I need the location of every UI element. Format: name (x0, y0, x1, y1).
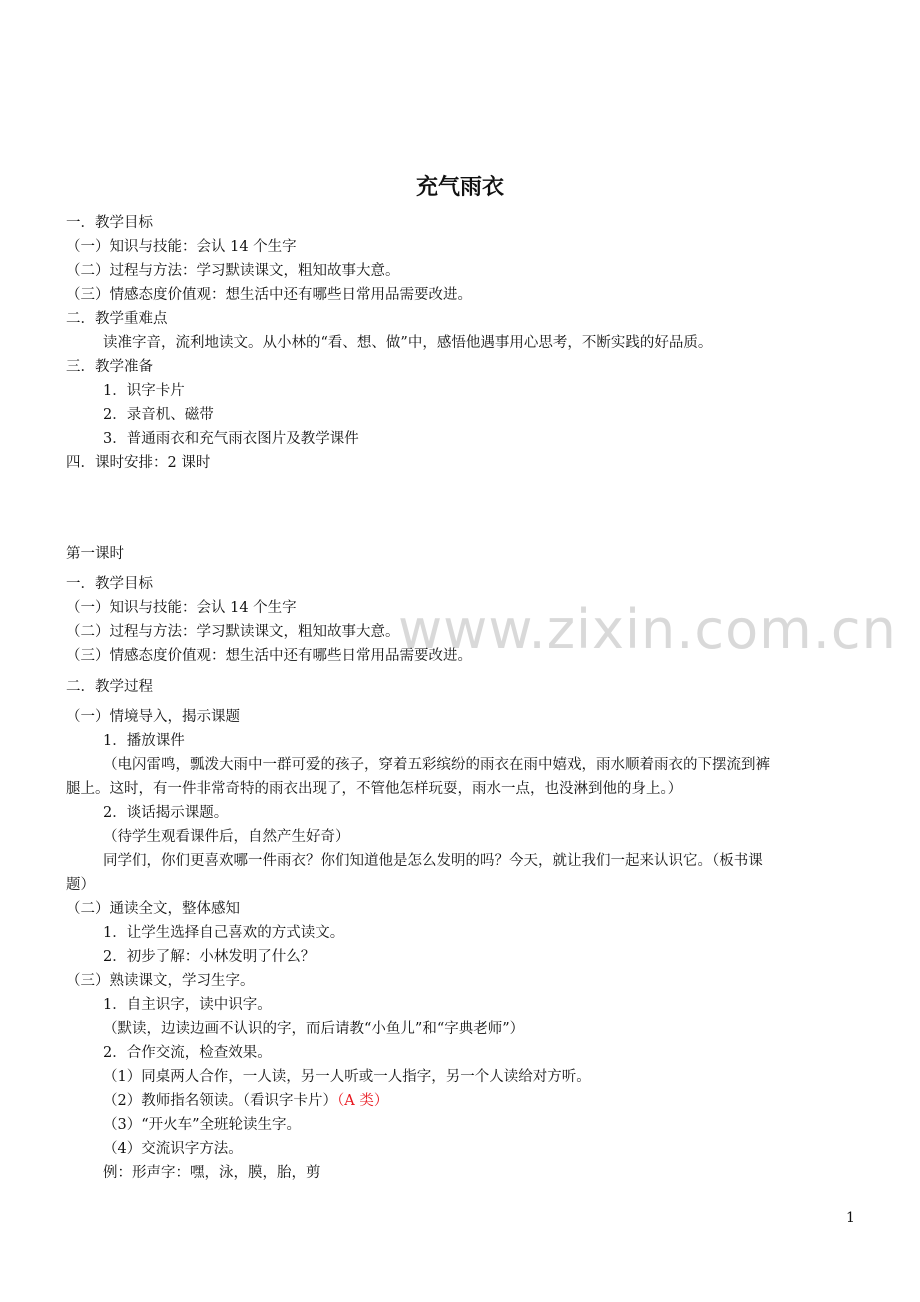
list-item: 2．谈话揭示课题。 (103, 805, 229, 821)
text-line: （三）情感态度价值观：想生活中还有哪些日常用品需要改进。 (66, 287, 472, 303)
list-item: 1．播放课件 (103, 733, 185, 749)
list-item: （3）“开火车”全班轮读生字。 (103, 1117, 302, 1133)
category-tag: （A 类） (336, 1093, 389, 1109)
list-item (103, 1091, 388, 1111)
list-item: 1．让学生选择自己喜欢的方式读文。 (103, 925, 345, 941)
section-heading: 一．教学目标 (66, 215, 153, 231)
section-heading: 二．教学重难点 (66, 311, 168, 327)
list-item: （4）交流识字方法。 (103, 1141, 243, 1157)
text-line: （一）知识与技能：会认 14 个生字 (66, 239, 297, 255)
section-heading: 四．课时安排：2 课时 (66, 455, 211, 471)
watermark: www.zixin.com.cn (398, 598, 897, 661)
lesson-heading: 第一课时 (66, 546, 124, 562)
text-line: （电闪雷鸣，瓢泼大雨中一群可爱的孩子，穿着五彩缤纷的雨衣在雨中嬉戏，雨水顺着雨衣的下摆流到裤 (103, 757, 770, 773)
text-line: （待学生观看课件后，自然产生好奇） (103, 829, 350, 845)
list-item: 1．自主识字，读中识字。 (103, 997, 272, 1013)
list-item: （1）同桌两人合作，一人读，另一人听或一人指字，另一个人读给对方听。 (103, 1069, 591, 1085)
text-line: （二）通读全文，整体感知 (66, 901, 240, 917)
list-item: 1．识字卡片 (103, 383, 185, 399)
section-heading: 一．教学目标 (66, 576, 153, 592)
section-heading: 三．教学准备 (66, 359, 153, 375)
list-item: 3．普通雨衣和充气雨衣图片及教学课件 (103, 431, 359, 447)
section-heading: 二．教学过程 (66, 679, 153, 695)
text-segment: （2）教师指名领读。（看识字卡片） (103, 1093, 337, 1109)
text-line: （默读，边读边画不认识的字，而后请教“小鱼儿”和“字典老师”） (103, 1021, 525, 1037)
text-line: （一）知识与技能：会认 14 个生字 (66, 600, 297, 616)
text-line: 同学们，你们更喜欢哪一件雨衣？你们知道他是怎么发明的吗？今天，就让我们一起来认识它。（板书课 (103, 853, 763, 869)
list-item: 2．录音机、磁带 (103, 407, 214, 423)
text-line: 题） (66, 877, 95, 893)
text-line: 读准字音，流利地读文。从小林的“看、想、做”中，感悟他遇事用心思考，不断实践的好品质。 (103, 335, 713, 351)
text-line: （一）情境导入，揭示课题 (66, 709, 240, 725)
list-item: 2．合作交流，检查效果。 (103, 1045, 272, 1061)
document-title: 充气雨衣 (415, 175, 504, 200)
text-line: （二）过程与方法：学习默读课文，粗知故事大意。 (66, 263, 400, 279)
text-line: （三）情感态度价值观：想生活中还有哪些日常用品需要改进。 (66, 648, 472, 664)
list-item: 2．初步了解：小林发明了什么？ (103, 949, 316, 965)
page-number: 1 (846, 1210, 855, 1226)
text-line: （二）过程与方法：学习默读课文，粗知故事大意。 (66, 624, 400, 640)
text-line: 腿上。这时，有一件非常奇特的雨衣出现了，不管他怎样玩耍，雨水一点，也没淋到他的身上。） (66, 781, 683, 797)
text-line: （三）熟读课文，学习生字。 (66, 973, 255, 989)
text-line: 例：形声字：嘿，泳，膜，胎，剪 (103, 1165, 321, 1181)
